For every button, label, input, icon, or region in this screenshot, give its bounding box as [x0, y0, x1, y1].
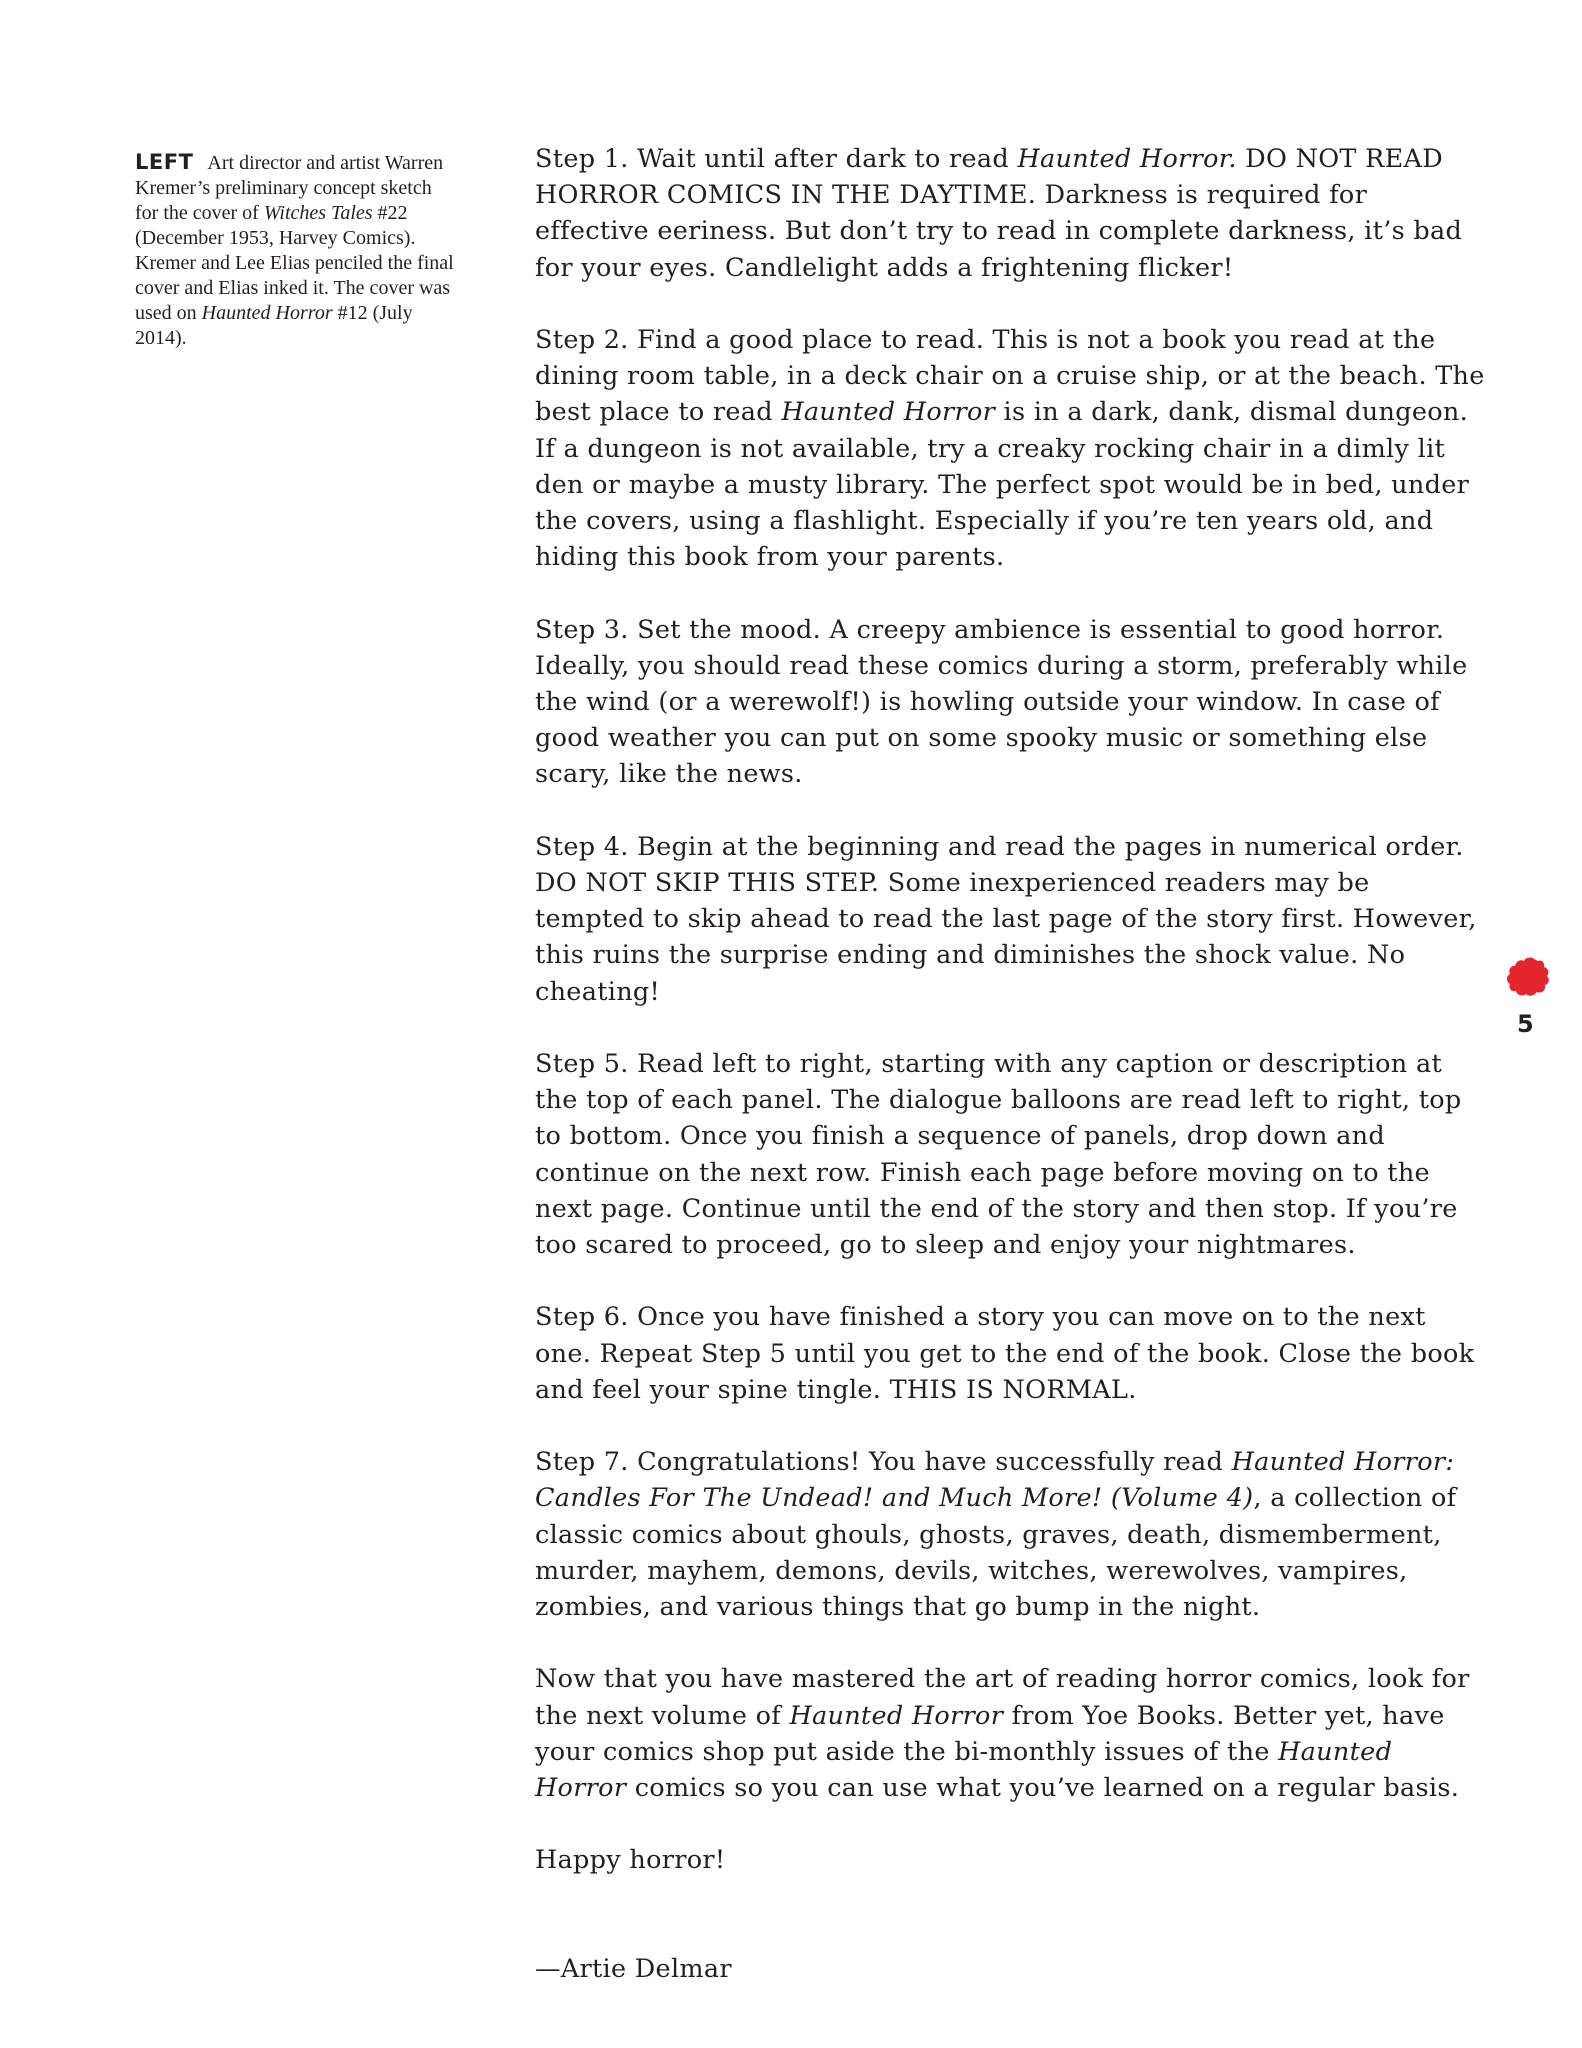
closing-text-1: Now that you have mastered the art of reading horror comics, look for the next volume of	[535, 1664, 1470, 1731]
main-text-column	[535, 141, 1485, 1987]
step-6-paragraph: Step 6. Once you have finished a story you can move on to the next one. Repeat Step 5 until you get to the end of the book. Close the book and feel your spine tingle. THIS IS NORMAL.	[535, 1302, 1475, 1405]
caption-text-3: #12 (July 2014).	[135, 302, 413, 349]
step-2-title: Haunted Horror	[781, 397, 996, 428]
caption-title-haunted-horror: Haunted Horror	[201, 302, 333, 324]
step-7-title: Haunted Horror: Candles For The Undead! and Much More! (Volume 4)	[535, 1447, 1455, 1514]
caption-text-2: #22 (December 1953, Harvey Comics). Kremer and Lee Elias penciled the final cover and Elias inked it. The cover was used on	[135, 202, 454, 324]
closing-text-3: comics so you can use what you’ve learned on a regular basis.	[626, 1773, 1460, 1804]
blood-splat-icon	[1505, 955, 1551, 999]
step-2-text: Step 2. Find a good place to read. This is not a book you read at the dining room table, in a deck chair on a cruise ship, or at the beach. The best place to read	[535, 325, 1485, 428]
caption-text-1: Art director and artist Warren Kremer’s preliminary concept sketch for the cover of	[135, 152, 444, 224]
step-1-text: Step 1. Wait until after dark to read	[535, 144, 1018, 174]
closing-title-1: Haunted Horror	[789, 1700, 1004, 1731]
author-signature: —Artie Delmar	[535, 1953, 732, 1984]
step-1-paragraph	[535, 141, 1485, 286]
step-7-text-end: , a collection of classic comics about ghouls, ghosts, graves, death, dismemberment, murder, mayhem, demons, devils, witches, werewolves, vampires, zombies, and various things that go bump in the night.	[535, 1483, 1457, 1623]
page-number: 5	[1517, 1010, 1534, 1038]
blood-splat-shape	[1507, 957, 1549, 995]
step-1-text-end: DO NOT READ HORROR COMICS IN THE DAYTIME. Darkness is required for effective eeriness. But don’t try to read in complete darkness, it’s bad for your eyes. Candlelight adds a frightening flicker!	[535, 144, 1463, 283]
figure-caption	[135, 150, 455, 351]
step-4-paragraph: Step 4. Begin at the beginning and read the pages in numerical order. DO NOT SKIP THIS STEP. Some inexperienced readers may be tempted to skip ahead to read the last page of the story first. However, this ruins the surprise ending and diminishes the shock value. No cheating!	[535, 831, 1477, 1007]
caption-label: LEFT	[135, 150, 194, 174]
step-5-paragraph: Step 5. Read left to right, starting with any caption or description at the top of each panel. The dialogue balloons are read left to right, top to bottom. Once you finish a sequence of panels, drop down and continue on the next row. Finish each page before moving on to the next page. Continue until the end of the story and then stop. If you’re too scared to proceed, go to sleep and enjoy your nightmares.	[535, 1049, 1462, 1261]
step-2-paragraph	[535, 322, 1485, 575]
closing-paragraph	[535, 1661, 1485, 1806]
closing-title-2: Haunted Horror	[535, 1736, 1393, 1804]
step-1-title: Haunted Horror.	[1017, 144, 1237, 174]
page-number-marker	[1505, 955, 1555, 1038]
happy-horror-line: Happy horror!	[535, 1845, 726, 1876]
step-3-paragraph: Step 3. Set the mood. A creepy ambience is essential to good horror. Ideally, you should read these comics during a storm, preferably while the wind (or a werewolf!) is howling outside your window. In case of good weather you can put on some spooky music or something else scary, like the news.	[535, 614, 1468, 790]
caption-title-witches-tales: Witches Tales	[263, 202, 373, 224]
closing-text-2: from Yoe Books. Better yet, have your comics shop put aside the bi-monthly issues of the	[535, 1700, 1445, 1767]
step-2-text-end: is in a dark, dank, dismal dungeon. If a dungeon is not available, try a creaky rocking chair in a dimly lit den or maybe a musty library. The perfect spot would be in bed, under the covers, using a flashlight. Especially if you’re ten years old, and hiding this book from your parents.	[535, 397, 1470, 573]
step-7-paragraph	[535, 1444, 1485, 1625]
step-7-text: Step 7. Congratulations! You have successfully read	[535, 1447, 1232, 1478]
